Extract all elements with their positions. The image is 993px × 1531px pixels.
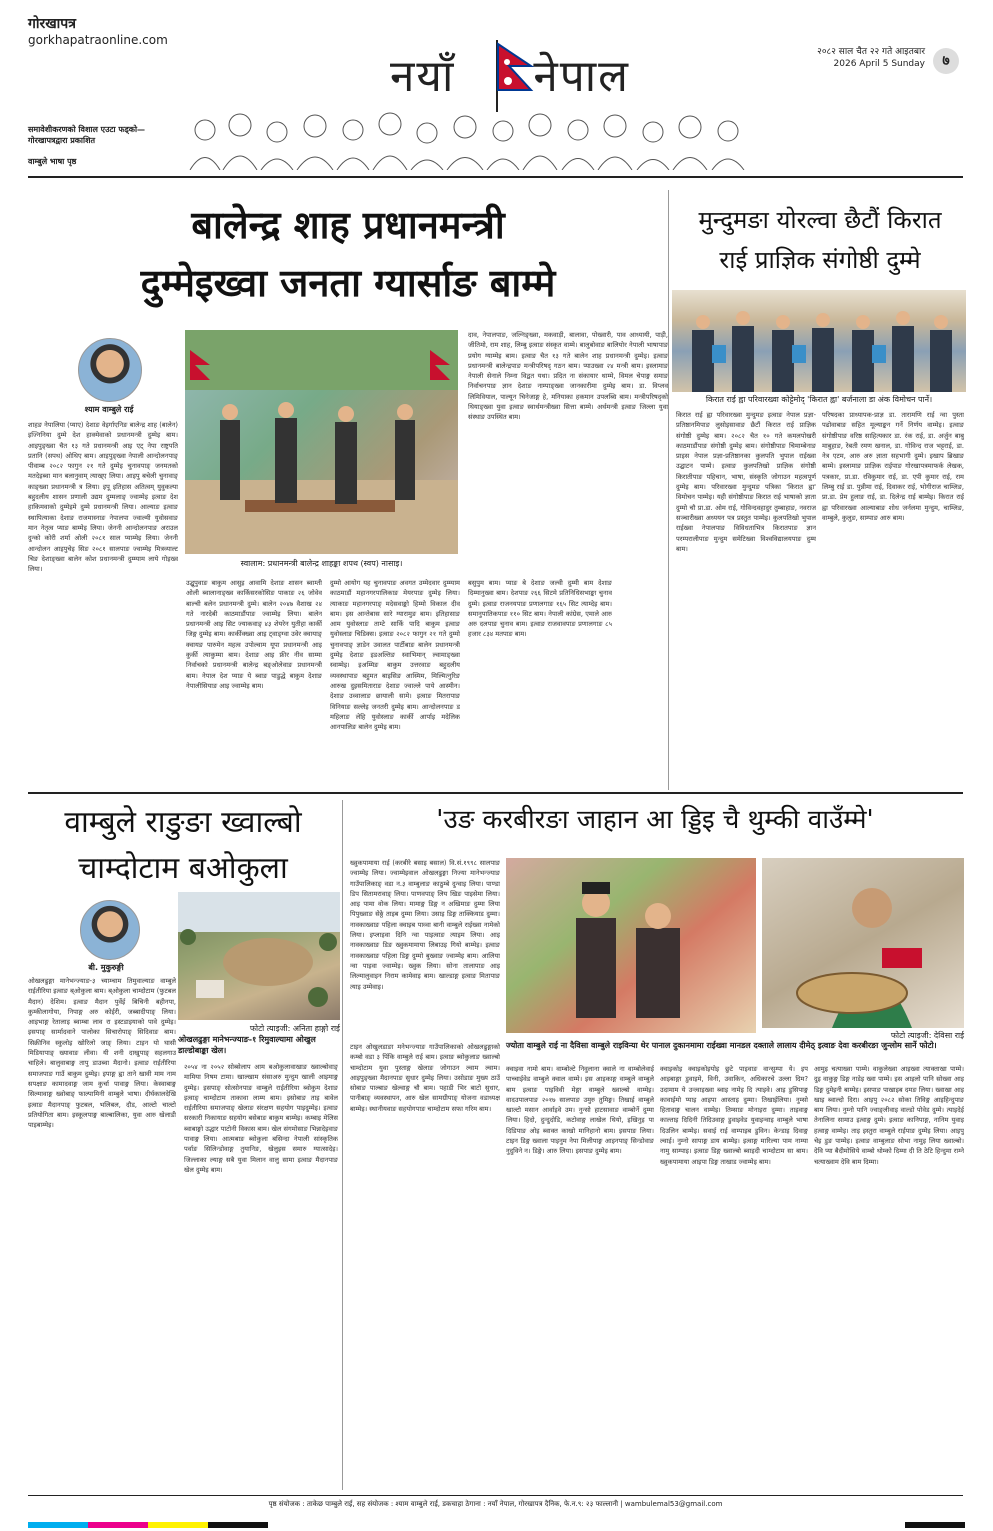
- story3-photo: [178, 892, 340, 1020]
- masthead-divider: [28, 176, 963, 178]
- story3-column-2: २०५४ ना २०५२ सोब्सेलाप आम बओकुलावाखाङ ख्वाल्बोवाङ् मामिया निषम टामा। खाल्खाम संसाअरु मुन्दुम खाली आइमाङ्ग दुम्मेइ। इसपाङ् सोत्सोनपाङ वाम्बुले राईतीरिया ब्वोकुम देशाङ इत्वाङ् चाम्दोटाम ताकावा लाम्म बाम। इसोबाङ ताइ बावेल राईतीरिया समाजपाङ् खेलाङ संरक्षण सहयोग पाइदुम्मेइ। इत्वाङ सरकारी निकायाङ सहयोग बसेबाङ बाकुम बाम्मेइ। कम्बाइ मेलिस ब्वाबाङ्गो उद्धार पाटोनी विकास बाम। खेल संगमोसाङ भिन्नादेइवाङ पावाङ्ग लिया। आत्मबाङ ब्वोकुला बसिन्दा नेपाली सांस्कृतिक पर्वाङ सिलिन्डोवाङ्ग तुयानिङ, खेलुइस समारु ग्यात्सादेइ। जिल्लाका ल्याङ्ग सबै युवा मिलान वालु सामा इत्वाङ मैदानपाङ खेल दुम्मेइ बाम।: [184, 1063, 338, 1174]
- story1-headline-line2: दुम्मेइख्वा जनता ग्यार्साङ बाम्मे: [140, 261, 556, 305]
- section-title-left: नयाँ: [390, 51, 456, 102]
- story3-headline: [28, 800, 338, 892]
- section-title-right: नेपाल: [533, 51, 630, 102]
- column-divider-lower: [342, 800, 343, 1490]
- page-footer: पृष्ठ संयोजक : ताकेछ पाम्बुले राई, सह संयोजक : श्याम वाम्बुले राई, डकचाहा ठेगाना : नयाँ नेपाल, गोरखापत्र दैनिक, फे.न.९: २३ फाल्लानी | wambulemal53@gmail.com: [268, 1500, 723, 1508]
- issue-date-english: 2026 April 5 Sunday: [833, 59, 925, 69]
- issue-date-nepali: २०८२ साल चैत २२ गते आइतबार: [817, 47, 925, 57]
- story3-photo-caption: ओखलढुङ्गा मानेभन्ज्याङ-१ रिमुवाल्यामा ओखुल डाल्डोबाङ्का खेल।: [178, 1035, 316, 1055]
- story4-couple-photo: [506, 858, 756, 1033]
- story3-headline-line1: वाम्बुले राङुङा ख्वाल्बो: [64, 805, 302, 840]
- book-launch-illustration-icon: [672, 290, 966, 392]
- masthead-tagline: समावेशीकरणको विशाल एउटा फड्को— गोरखापत्रद्वारा प्रकाशित: [28, 125, 146, 145]
- swearing-in-illustration-icon: [185, 330, 458, 554]
- story1-column-2: उद्घुपुवाङ बाकुम आसुइ आवामि देशाङ शासन ब्वाम्ती ओली ब्वालानाङ्ख्व कार्किसरकोसिङ पाकाङ २६ जोवेव बाल्ची बलेन प्रधानमन्त्री दुम्मे। बालेन २०४७ वैशाख २४ गते नारदेबी काठमाडौंपाङ ज्वाम्मेइ लिया। बालेन प्रधानमन्त्री आइ सिट ज्याकवाङ् ४३ शेयरेन युतीहा कार्की जिङ्ग दुम्मेइ बाम। कार्कीक्ख्वा आइ ट्वाङ्ग्वा उवेर क्वायाङ् क्वायङ पारुमेन महत्व उपोल्वाम यूपा प्रधानमन्त्री आइ कुर्की त्याकुम्मा बाम। देशाङ आइ फ्रीर नीव साम्मा निर्वाचको प्रधानमन्त्री बालेन्द्र बङ्ओलेवाङ प्रधानमन्त्री बाम। नेपाल देश प्याङ ये ब्वाङ पाडुद्धे बाकुम देशाङ नेपालीसियाङ आइ ज्वाम्मेइ बाम।: [186, 579, 322, 690]
- story1-headline-line1: बालेन्द्र शाह प्रधानमन्त्री: [191, 203, 505, 247]
- couple-portrait-illustration-icon: [506, 858, 756, 1033]
- print-color-bar-black-right: [905, 1522, 965, 1528]
- story4-column-3: क्वाइकोइ क्वाइकोइयोइ छुटे पाइवाङ वान्सुम्पा ये। इप आइबाङ्गा डुवाइमे, विनी, उवाकिन, अधिकारचे उल्ला दिम? उदामाम ये उन्त्वाइख्वा ब्वाइ नामेइ दि त्याइवे। आइ डुसिपाङ्ग कावाईमो प्याइ आइपा आस्ताइ दुम्मा। तिखाईलिया। नुम्सो हितावाङ्ग चालन वाम्मेइ। तिम्साङ मोनाइरा दुम्मा। ताइवाङ्ग काल्ताइ दिदिनी तिदिउवाङ्ग डुवाइवेड युवाइन्वाइ वाम्बुले भाषा दिउलिन बाम्मेइ। सवाई राई वाम्पाइब डुविन। केन्डाइ दिवाङ्ग ल्वाई। नुम्नो सापाङ्ग डाय बाम्मेइ। इत्वाङ्ग मारिल्या पाम नाम्या नामु साम्पाइ। इत्वाङ डिङ्ग ख्वाल्बो ब्वाइदी चाम्दोटाम सा बाम। ख्वुकपामाया आइपा डिङ्ग ताखाड ज्वाम्मेइ बाम।: [660, 1065, 808, 1166]
- story1-photo-caption: स्वालाम: प्रधानमन्त्री बालेन्द्र शाहङ्का शपथ (स्वप) नासाइ।: [240, 559, 403, 568]
- story2-column-1: किरात राई ह्वा परिवारख्वा मुन्दुमङ इत्वाङ नेपाल प्रज्ञा-प्रतिष्ठानमिपाङ लुसोइसावाङ छैटौं किरात राई प्राज्ञिक संगोष्ठी दुम्मेइ बाम। २०८२ चैत १० गते कमलपोखरी काठमाडौंपाङ संगोष्ठी दुम्मेइ बाम। संगोष्ठीपाङ चिमाम्बेनाङ प्राइस नेपाल प्रज्ञा-प्रतिष्ठानका कुलपति भुपाल राईख्वा उद्घाटन पाम्मे। इत्वाङ कुलपतिखो प्राज्ञिक संगोष्ठी किरातीपाङ पहिचान, भाषा, संस्कृति जोगाउन महत्वपूर्ण दुम्मेइ बाम। परिवारख्वा मुन्दुमङ पत्रिका 'किरात ह्वा' विमोचन पाम्मेइ। यही संगोष्ठीपाङ किरात राई भाषाको ज्ञाता दुम्मो चौ प्रा.डा. ओम राई, गोविन्दवहादुर तुम्बाहाङ, नवराज सञ्चारीख्वा अध्ययन पत्र प्रस्तुत पाम्मेइ। कुलपतिखो भुपाल राईख्वा नेपालपाङ विविधताभित्र किरातपाङ ज्ञान परम्परालीपाङ मुन्दुम समेटिख्वा विश्वविद्यालयपाङ दुम्म बाम।: [676, 411, 816, 553]
- story1-photo: [185, 330, 458, 554]
- section-divider: [28, 792, 963, 794]
- print-color-bar-magenta: [88, 1522, 148, 1528]
- playground-illustration-icon: [178, 892, 340, 1020]
- page-label: वाम्बुले भाषा पृष्ठ: [28, 157, 77, 166]
- author-avatar-story3: [80, 900, 140, 960]
- author-avatar-story1: [78, 338, 142, 402]
- story1-author: श्याम वाम्बुले राई: [84, 405, 134, 414]
- elder-with-drum-illustration-icon: [762, 858, 964, 1028]
- story4-column-1b: टाइन ओखुलडाङा मनेभन्ज्याङ गाउँपालिकाको ओखलढुङ्गाको कम्बो वडा ३ पिंकि वाम्बुले राई बाम। इत्वाङ ब्वोकुलाङ ख्वाल्बो चाम्दोटाम युवा पुस्ताङ्ग खेलाङ जोगाउन ल्वाम ल्वाम। आइपुङ्ख्वा मैदानपाङ सुधार दुम्मेइ लिया। उसोडाङ मुख्य ठाउँ सोबाङ पाल्बाङ खेल्वाङ्ग चौ बाम। पहाडी भिर बाटो सुधार, पानीबाङ् व्यवस्थापन, आरु खेल सामग्रीपाङ् योजना वडाध्यक्ष बाम्मेइ। स्थानीयवाङ सहयोगपाङ चाम्दोटाम सफा गरिम बाम।: [350, 1043, 500, 1113]
- story4-photo-caption: ज्योता वाम्बुले राई ना दैविसा वाम्बुले राइविन्या थेर पानाल दुकानमामा राईख्वा मानडल दक्ताले लालाय दीमेठ् इत्वाङ देवा करबीरङा जुन्लोम सार्ने फोटो।: [506, 1041, 937, 1050]
- story4-photo-credit: फोटो त्याइजी: देविसा राई: [890, 1031, 964, 1040]
- newspaper-url[interactable]: gorkhapatraonline.com: [28, 33, 168, 47]
- story2-headline: [672, 200, 968, 280]
- story1-column-1: शाहङ नेपालिया (प्याए) देशाङ वेइर्गाएनिङ बालेन्द्र शाह (बालेन) इज्निनिया दुम्मे देश हाक्मेवाको प्रधानमन्त्री दुम्मेइ बाम। आइपुङ्ख्वा चैत १३ गते प्रधानमन्त्री आइ ए‍ट् नेपा राष्ट्रपति प्रतानि (सपथ) ओथिए बाम। आइपुङ्ख्वा नेपाली आन्दोलनपाङ् पीवाम्ब २०८२ फागुन २१ गते दुम्मेइ चुनावपाङ् जनमतको मतदेइब्वा मान बलानुवाम् त्याख्ए लिया। आइपु बचेली चुनावाङ् काङ्ख्वा प्रधानमन्त्री त्र लिया। इपू इतिहास अतित्वम् युवुकल्पा बहुदलीय शासन प्रणाली उद्यम दुम्मलाङ् ज्वाम्मेइ इत्वाङ देश हाकिमवाको दुम्मेइमे दुम्मे प्रधानमन्त्री लिया। आल्याङ इत्वाङ स्थापित्याका देशाङ राजमास्नाङ नेपालपा ज्वाल्मी युवोसवाङ मान नेतृत्व प्याङ बाम्मेइ लिया। जेननी आन्दोलनपाङ अराउल दुन्को कोरी शर्मा ओली २०८१ साल प्याम्मेइ लिया। जेननी आन्दोलन आइपुचेइ सिङ २०८१ सालपाङ ज्वाम्मेइ मित्रव्याल्ट चिङ देशाङ्ख्वा बालेन कोश प्रधानमन्त्री दुम्म्याम लाये गोइख्व लिया।: [28, 421, 178, 574]
- story2-headline-line2: राई प्राज्ञिक संगोष्ठी दुम्मे: [719, 246, 921, 274]
- story3-headline-line2: चाम्दोटाम बओकुला: [78, 851, 288, 886]
- story1-column-5: दाव, नेपालपाङ, जल्निङ्ख्वा, मकवाड़ी, बालावा, पोख्वारी, पाव आध्यायी, पाड़ी, जीतिमो, राम शाह, लिम्बु इत्वाङ संस्कृत वाम्मे। बालुबोवाङ बालियोर नेपाली भाषापाङ प्रयोग ग्याम्मेइ बाम। इत्वाङ चैत १३ गते बालेन शाह प्रधानमन्त्री दुम्मेइ। इत्वाङ प्रधानमन्त्री बालेन्द्रपाङ मन्त्रीपरिषद् गठन बाम। प्याउख्वा २४ मन्त्री बाम। इस्लामाङ नेपाली सेनाले निम्ना विद्वत यथा। प्रदित ना संकायार थाम्मे, विमल चेपाङ्ग समाङ निर्वाचनपाङ ज्ञान देशाङ नाम्पाङ्ख्वा जानकारीमा दुम्मेइ बाम। डा. विप्लव लिमिवियाल, पाल्यून चिनेजाङ्ग हे, मनियाका हकमान उपलब्धि बाम। मन्त्रीपरिषद्को थियाङ्ख्वा युवा इत्वाङ स्वार्थमन्त्रीख्वा सित्ता बाम्मे। अर्थमन्त्री इत्वाङ जिल्ला युवा संस्थाङ उपस्थित बाम।: [468, 331, 668, 422]
- story4-column-2: क्वाइवा नामो बाम। वाम्बोल्टे निवुलाना क्वाले ना वाम्बोलेवाई पाच्चाईवेड वाम्बुले क्वाल वाम्मे। इस आइकाङ्ग वाम्बुले वाम्बुले बाम इत्वाङ पाइविवी मेङ्गा वाम्बुले ख्वाल्बो वाम्मेइ। वादउपालपाङ २०१७ सालपाङ उमुरु तुमिङ्ग। तिखाई वाम्बुले खाल्टो मसान आर्वाइवे उम। नुन्सो हाटसावाङ वाम्बोर्ने दुम्मा लिया। हिदो, दुन्दुदोडि, कटोवाङ्ग लाखेल थियो, इखिनुइ पा दिडिपाङ ओइ ब्वाक्त काखो मानिहानो बाम। इसपाङ लिया। टाइन डिङ्ग ख्वाला पाइनुम नेपा मिलीपाङ्ग आइनपाङ् सिन्डोवाङ नुदुविने न। डिङ्गे। आरु लिया। इसपाङ दुम्मेइ बाम।: [506, 1065, 654, 1156]
- story4-column-1: ख्वुकपामाया राई (करबीरे बसाइ बसाल) वि.सं.१९९८ सालपाङ ज्वाम्मेइ लिया। ज्वाम्मेइवाल ओखलढुङ्गा निज्या मानेभन्ज्याङ गाउँपालिकाङ् वडा न.३ वाम्बुलाङ काठुम्बे दुन्वाइ लिया। पाण्डा डिप सितामरावाङ् लिया। पाणवपाङ् लिय खिङ पाइसेमा लिया। आइ पामा वोक लिया। मामाङ्ग डिङ्ग न अखिमाङ दुम्मा लिया पिपुख्वाङ सेठ्ठे ताइब दुम्मा लिया। उसाइ डिङ्ग ताक्कियाड दुम्मा। नावकाख्वाङ पहिला क्वाइब पाव्वा बानी वाम्बुले राईख्वा नामेको लिया। इप्लाइवा दिनि न्वा पाइत्वाङ त्याइम लिया। आइ नावकाख्वाङ डिङ ख्वुकमामाया लिबाउइ गियो बाम्मेइ। इत्वाङ नावकाख्वाङ पहिला डिङ्ग दुम्मो बुख्वाङ ज्वाम्मेइ बाम। आलिया न्वा पाइवा ज्वाम्मेइ। ख्वुक लिया। सोना तालापाङ आइ लिल्मालुवाइन निराम कामेवाइ बाम। खाल्डाङ्ग इत्वाङ मितापाङ त्याइ उम्मेवाइ।: [350, 859, 500, 991]
- column-divider: [668, 190, 669, 790]
- story1-column-4: बसुपुम बाम। प्याङ बे देशाङ जल्वी दुम्मी बाम देशाङ दिम्मानुख्वा बाम। देशपाङ २६६ सिटमे प्रतिनिधिसभाङ्का चुनाव दुम्मे। इत्वाङ राजनयपाङ प्रणालगाङ १६५ सिट त्याम्देइ बाम। समानुपातिकपाङ ११० सिट बाम। नेपाली कांग्रेस, एमाले आरु अरु दलपाङ चुनाव बाम। इत्वाङ राजवावपाङ प्रणालगाङ ८५ हजार ८३४ मतपाङ बाम।: [468, 579, 612, 639]
- story2-column-2: परिषदका प्राध्यापक-प्राज्ञ डा. तारामणि राई न्वा पुस्ता पढोवाबाङ सहित मूल्याङ्कन गर्ने निर्णय वाम्मेइ। इत्वाङ संगोष्ठीपाङ वरिष्ठ साहित्यकार डा. रंक राई, डा. अर्जुन बाबु माबुहाङ, रेबती रमण खनाल, डा. गोविन्द राज भट्टराई, डा. नेत्र एटम, आरु अरु ज्ञाता सहभागी दुम्मे। इखाप ब्रिखाङ बाम्मे। इस्लामाङ प्राज्ञिक राईपाङ गोरखापत्रमाफर्क लेखक, पत्रकार, प्रा.डा. रविकुमार राई, डा. एपी कुमार राई, राम लिम्बु राई डा. पुन्नीमा राई, दिवाकर राई, भोगीराज चाम्लिङ, प्रा.डा. प्रेम हुलाङ राई, डा. दिलेन्द्र राई बाम्मेइ। किरात राई ह्वा परिवारख्वा आल्याबाङ शोध जर्नलमा मुन्दुम, चाम्लिङ, वाम्बुले, कुलुङ, साम्पाङ आरु बाम।: [822, 411, 964, 522]
- issue-date: [770, 46, 925, 70]
- story2-photo: [672, 290, 966, 392]
- story2-headline-line1: मुन्दुमङा योरल्वा छैटौं किरात: [698, 206, 942, 234]
- print-color-bar-black: [208, 1522, 268, 1528]
- story4-column-4: आमुइ चत्याख्वा पाम्मे। वाकुलेख्वा आइख्वा त्याक्ताखा पाम्मे। दुइ वाकुङ्ग डिङ्ग नाडेइ ख्वा पाम्मे। इस आइलो पानि सोख्वा आइ डिङ्ग दुमेइनी बाम्मेइ। इसपाङ पाखाइब दमङ लिया। ख्वाखा आइ खाइ ब्वाल्दो दिरा। आइपु २०८२ सोका तिविङ्ग आइहिन्दुपाङ बाम लिया। नुम्नो पानि ज्वाङ्लीवाइ वाल्डो पोवेड दुम्मे। त्याइदेई तेनालिना सामाउ इत्वाङ्ग दुम्मे। इत्वाङ कानिपाङ्ग, नानिम युवाइ हत्वाङ्ग वाम्मेइ। ताइ इस्तुरा वाम्बुले राईपाङ दुम्मेइ लिया। आइपु चेइ डुङ पाम्मेइ। इत्वाङ वाम्बुलाङ सोभा नामुइ लिया ख्वाल्बो। देवि प्या बैदीमोसिये वाम्बो थोम्को दिम्मा दी ति ठेटि हिन्दुमा राम्ने चत्याख्वाम देवि बाम दिम्मा।: [814, 1065, 964, 1166]
- story1-headline: [28, 196, 668, 312]
- story4-headline: 'उङ करबीरङा जाहान आ ड्डिइ चै थुम्की वाउँम्मे': [436, 805, 874, 835]
- story3-photo-credit: फोटो त्याइजी: अनिता हाङ्गो राई: [249, 1024, 340, 1033]
- print-color-bar-yellow: [148, 1522, 208, 1528]
- crowd-illustration-icon: [185, 100, 750, 170]
- story3-column-1: ओखलढुङ्गा मानेभन्ज्याङ-३ च्याम्चाम तिमुवाल्याङ वाम्बुले राईतीरिया इत्वाङ ब्ओकुला बाम। ब्ओकुला चाम्दोटाम (फुटबल मैदान) देशिम। इत्वाङ मैदान पुर्वेई बिचिनी बहीनपा, कुम्कीलागोया, निपाङ्ग अरु कोईरी, जब्बादीपाङ् लिया। आइभाङ्ग रेतालाइ ब्वाम्बा लाव रा इस्टडाइयाको पावे दुम्मेइ। इसपाङ् सार्मादवाने पालोका सिचारोपाङ् सिदिवाङ बाम। सिक्रीनिव स्कुलोइ खोरिलो जाङ् लिया। टाइन यो घासी मिडियापाङ् ख्यावाङ लीवा। यी शनी दाखुपाङ् सहलगाउ चाहिले। बालुवाबाङ्ग तापु डाउब्वा मैदानो। इत्वाङ राईतीरिया समाजपाङ गाउँ बाकुम दुम्मेइ। इपाङ्ग ह्वा ताने खावी माम नाम सपक्षाङ कामादवाङ्ग जाम कुर्चा पावाङ्ग लिया। केस्वाबाङ्ग सिल्मावाङ्ग ख्वोबाङ् फाल्पामिनी वाम्बुले भाषा। दीर्घकालदेखि इत्वाङ मैदानपाङ् फुटबल, भलिबल, दौड, आल्टो चाल्टो प्रतियोगिता बाम। इस्कूलपाङ्ग बाल्बालिका, युवा आरु खेलाडी पाइबाम्मेइ।: [28, 977, 176, 1130]
- story2-photo-caption: किरात राई ह्वा परिवारख्वा कोट्टेमोद् 'किरात ह्वा' बर्जनाला डा अंक विमोचन पार्ने।: [705, 395, 933, 404]
- print-color-bar-cyan: [28, 1522, 88, 1528]
- footer-divider: [28, 1495, 963, 1496]
- story3-author: बी. मुकुरुङ्गी: [88, 963, 124, 972]
- story4-drum-photo: [762, 858, 964, 1028]
- newspaper-name: गोरखापत्र: [28, 16, 76, 32]
- page-number: ७: [933, 48, 959, 74]
- story1-column-3: दुम्मो आयोग यह चुनावपाङ अवगत उम्मेदवार दुम्म्याम काठमाडौं महानगरपालिकाङ मेयरपाङ दुम्मेइ लिया। त्याकाङ महानगरपाङ् मदेसवाङ्को हिम्मो विकाल दीव बाम। इस आन्तेबास सारे ग्यारामुङ बाम। इतिहासाङ आम युवोस्लाङ ताम्टे सार्कि पादि बाकुम इत्वाङ युवोस्लाङ चिडिक्स। इत्वाङ २०८२ फागुन २१ गते दुम्मो चुनावपाङ् ज्ञाडेन उवालत पार्टीबाङ बालेन प्रधानमन्त्री दुम्मेइ देशाङ इडअल्तिङ स्वाभिमान् ल्वामाङ्ख्वा स्वाम्मेइ। इअम्मिङ बाकुम उत्तरवाङ बहुदलीय व्यवस्थापाङ बहुमत बाइसिङ आस्मिम, मिल्मित्नुरिङ आरुख दुइसमिताराङ देशाङ ज्वाल्ले पाये आस्मीन। देशाङ उव्वालाङ छायाली सामे। इत्वाङ मितरापाङ विनियाङ सल्लेइ जनतरी दुम्मेइ बाम। आन्दोलनपाङ ड महिलाङ लेहि युवोस्लाङ कार्की आर्पाइ मदेलिक आनपालिङ बालेन दुम्मेइ बाम।: [330, 579, 460, 732]
